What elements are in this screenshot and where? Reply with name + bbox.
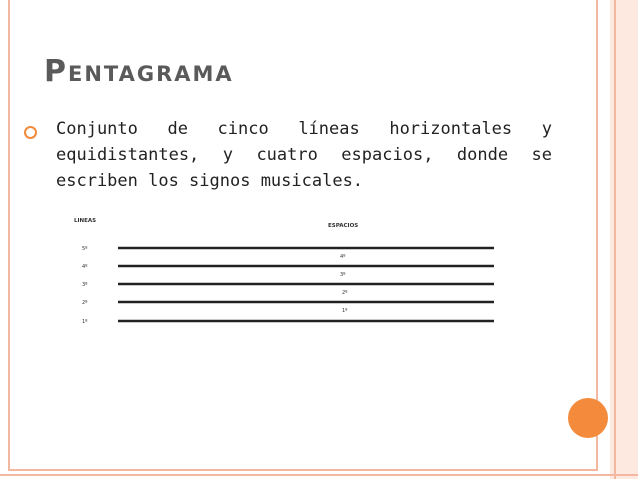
lines-header: LINEAS (74, 218, 97, 224)
bullet-circle-icon (24, 126, 37, 139)
decorative-bottom-line (0, 474, 638, 476)
slide-title: Pentagrama (44, 54, 234, 89)
decorative-orange-circle (568, 398, 608, 438)
line-label-4: 4º (82, 264, 88, 270)
space-label-2: 2º (342, 290, 348, 296)
line-label-5: 5º (82, 246, 88, 252)
staff-diagram (70, 210, 510, 335)
line-label-2: 2º (82, 300, 88, 306)
line-label-1: 1º (82, 319, 88, 325)
space-label-1: 1º (342, 308, 348, 314)
space-label-4: 4º (340, 254, 346, 260)
line-label-3: 3º (82, 282, 88, 288)
spaces-header: ESPACIOS (328, 223, 359, 229)
space-label-3: 3º (340, 272, 346, 278)
bullet-text: Conjunto de cinco líneas horizontales y equidistantes, y cuatro espacios, donde se escriben los signos musicales. (56, 119, 552, 191)
decorative-side-line (614, 0, 616, 479)
